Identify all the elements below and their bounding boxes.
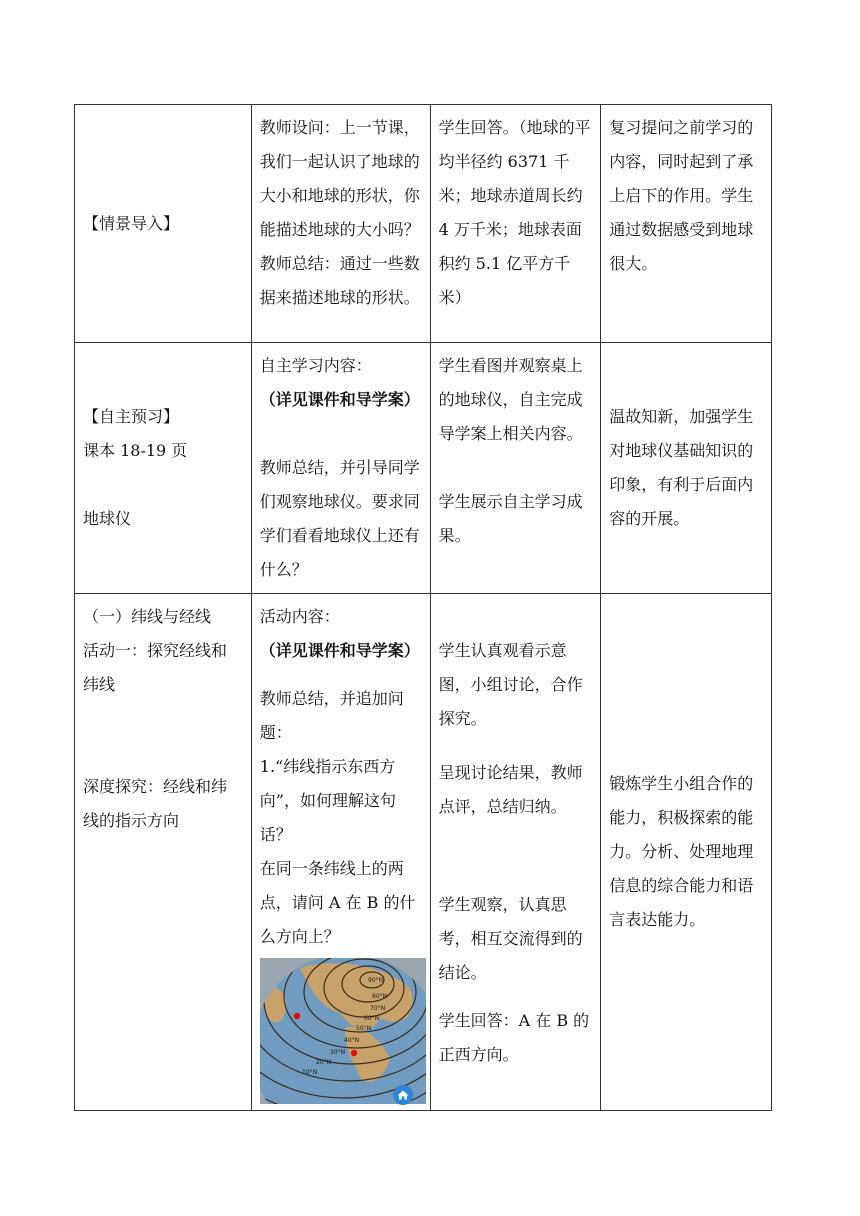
stage-text: 课本 18-19 页 [83, 441, 188, 460]
student-cell [430, 343, 601, 594]
table-row [75, 594, 772, 1111]
teacher-reference: （详见课件和导学案） [259, 390, 420, 409]
teacher-cell [251, 594, 430, 1111]
table-row [75, 105, 772, 343]
latitude-label: 50°N [355, 1025, 371, 1032]
purpose-text: 温故知新，加强学生对地球仪基础知识的印象，有利于后面内容的开展。 [609, 407, 754, 528]
stage-text: 活动一：探究经线和纬线 [83, 641, 228, 694]
point-b-marker [351, 1050, 357, 1056]
stage-text: 地球仪 [83, 509, 132, 528]
latitude-label: 40°N [343, 1037, 359, 1044]
stage-title: （一）纬线与经线 [83, 607, 212, 626]
teacher-text: 教师总结，并引导同学们观察地球仪。要求同学们看看地球仪上还有什么？ [259, 458, 420, 579]
student-text: 学生回答：A 在 B 的正西方向。 [438, 1011, 590, 1064]
student-text: 学生认真观看示意图，小组讨论，合作探究。 [438, 641, 583, 728]
latitude-label: 10°N [301, 1069, 317, 1076]
teacher-text: 活动内容： [259, 607, 340, 626]
teacher-text: 教师总结：通过一些数据来描述地球的形状。 [259, 254, 420, 307]
student-text: 学生看图并观察桌上的地球仪，自主完成导学案上相关内容。 [438, 356, 583, 443]
stage-cell [75, 594, 252, 1111]
purpose-cell [601, 594, 772, 1111]
teacher-text: 教师设问：上一节课，我们一起认识了地球的大小和地球的形状，你能描述地球的大小吗？ [259, 118, 420, 239]
point-a-marker [294, 1013, 300, 1019]
student-text: 呈现讨论结果，教师点评，总结归纳。 [438, 763, 583, 816]
teacher-text: 教师总结，并追加问题： [259, 689, 404, 742]
stage-cell [75, 343, 252, 594]
stage-text: 深度探究：经线和纬线的指示方向 [83, 777, 228, 830]
stage-title: 【自主预习】 [83, 407, 180, 426]
teacher-question: 1.“纬线指示东西方向”，如何理解这句话？ [259, 757, 396, 844]
latitude-label: 90°N [367, 977, 383, 984]
home-icon[interactable] [392, 1084, 414, 1106]
lesson-plan-table [74, 104, 772, 1111]
latitude-label: 30°N [329, 1049, 345, 1056]
student-text: 学生展示自主学习成果。 [438, 492, 583, 545]
table-row [75, 343, 772, 594]
globe-latitude-image [260, 958, 426, 1104]
latitude-label: 70°N [369, 1005, 385, 1012]
student-cell [430, 594, 601, 1111]
purpose-text: 复习提问之前学习的内容，同时起到了承上启下的作用。学生通过数据感受到地球很大。 [609, 118, 754, 273]
student-cell [430, 105, 601, 343]
teacher-question: 在同一条纬线上的两点，请问 A 在 B 的什么方向上？ [259, 859, 416, 946]
latitude-label: 20°N [315, 1059, 331, 1066]
latitude-label: 60°N [363, 1015, 379, 1022]
purpose-cell [601, 343, 772, 594]
stage-title: 【情景导入】 [83, 213, 180, 233]
stage-cell [75, 105, 252, 343]
latitude-label: 80°N [371, 993, 387, 1000]
purpose-cell [601, 105, 772, 343]
purpose-text: 锻炼学生小组合作的能力，积极探索的能力。分析、处理地理信息的综合能力和语言表达能力。 [609, 774, 754, 929]
student-text: 学生观察，认真思考，相互交流得到的结论。 [438, 895, 583, 982]
teacher-cell [251, 343, 430, 594]
teacher-cell [251, 105, 430, 343]
teacher-reference: （详见课件和导学案） [259, 641, 420, 660]
teacher-text: 自主学习内容： [259, 356, 372, 375]
student-text: 学生回答。（地球的平均半径约 6371 千米；地球赤道周长约 4 万千米；地球表面积约 5.1 亿平方千米） [438, 118, 591, 307]
